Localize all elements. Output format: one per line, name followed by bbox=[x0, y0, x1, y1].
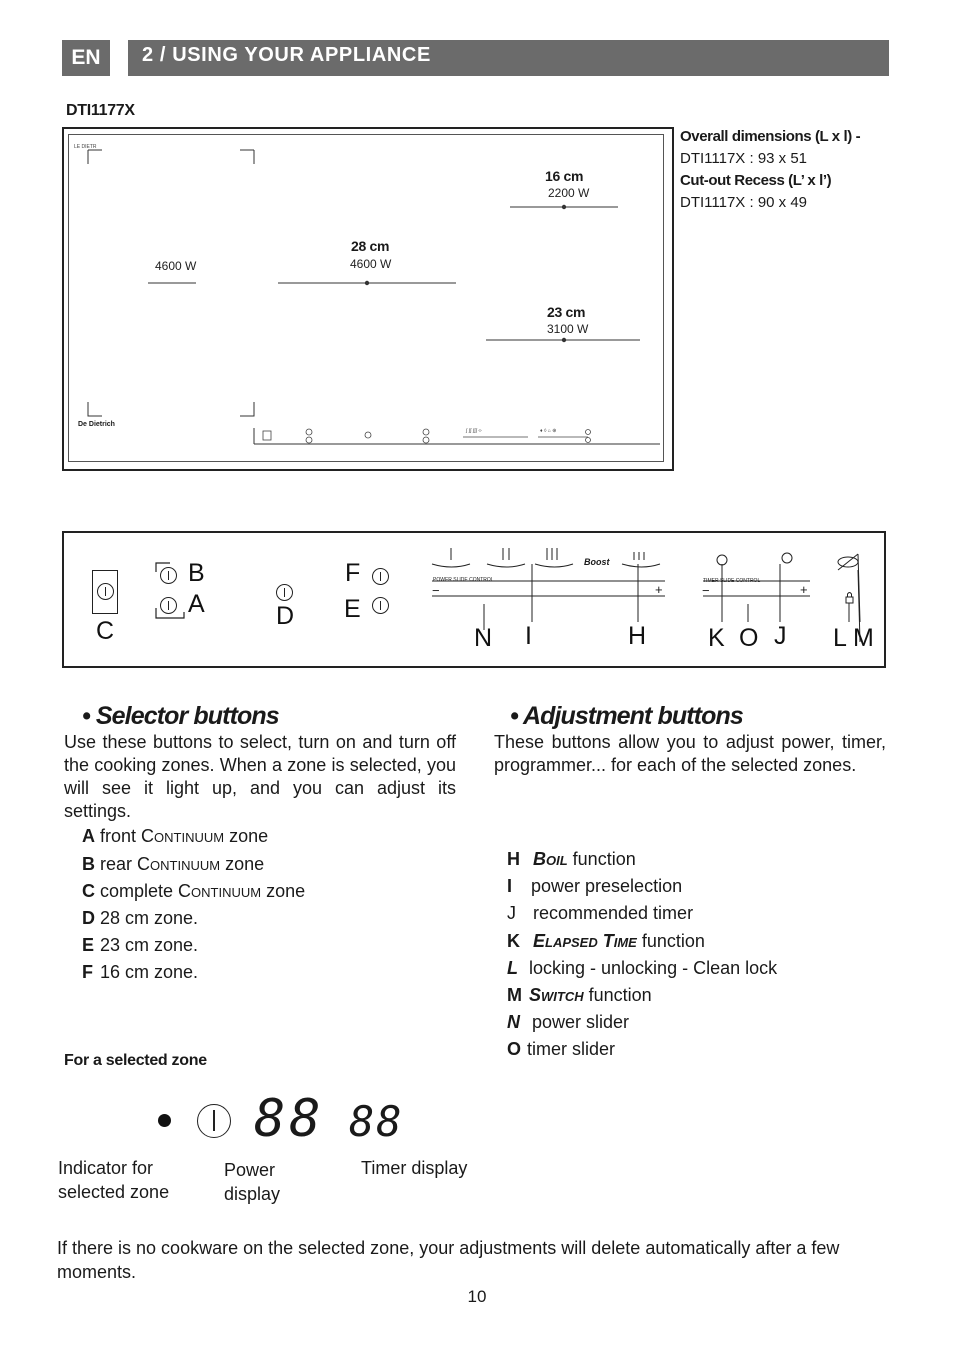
svg-text:♦ ◊ ⌂ ⊕: ♦ ◊ ⌂ ⊕ bbox=[540, 428, 557, 434]
page-number: 10 bbox=[467, 1287, 487, 1306]
adjustment-item-k: K Elapsed Time function bbox=[507, 931, 705, 951]
label-a: A bbox=[188, 590, 205, 618]
adjustment-item-i: I power preselection bbox=[507, 876, 683, 896]
label-i: I bbox=[525, 622, 532, 650]
power-plus[interactable]: + bbox=[655, 582, 663, 597]
adjustment-description: These buttons allow you to adjust power, timer, programmer... for each of the selected zones. bbox=[494, 732, 886, 775]
timer-slider-label: TIMER SLIDE CONTROL bbox=[703, 578, 761, 584]
adjustment-heading: • Adjustment buttons bbox=[510, 702, 743, 730]
svg-text:∫ ∫∫ ∫∫∫ ‹›: ∫ ∫∫ ∫∫∫ ‹› bbox=[466, 428, 482, 434]
selector-item-c: C complete Continuum zone bbox=[82, 881, 306, 901]
label-m: M bbox=[853, 624, 874, 652]
cutout-label: Cut-out Recess (L’ x l’) bbox=[680, 172, 832, 189]
adjustment-item-j: J recommended timer bbox=[507, 903, 694, 923]
left-zone-power: 4600 W bbox=[155, 259, 197, 273]
label-o: O bbox=[739, 624, 759, 652]
selector-description: Use these buttons to select, turn on and turn off the cooking zones. When a zone is selected, you will see it light up, and you can adjust its settings. bbox=[64, 732, 456, 821]
selected-zone-heading: For a selected zone bbox=[64, 1052, 207, 1069]
label-d: D bbox=[276, 602, 295, 630]
zone-28cm-button[interactable] bbox=[276, 584, 293, 601]
power-icon bbox=[197, 1104, 231, 1138]
top-right-zone-power: 2200 W bbox=[548, 186, 590, 200]
mid-zone-size: 28 cm bbox=[351, 238, 390, 254]
power-slider-label: POWER SLIDE CONTROL bbox=[433, 577, 494, 583]
label-k: K bbox=[708, 624, 725, 652]
label-f: F bbox=[345, 559, 361, 587]
overall-dimensions-label: Overall dimensions (L x l) - bbox=[680, 128, 861, 145]
timer-plus[interactable]: + bbox=[800, 582, 808, 597]
selector-item-d: D 28 cm zone. bbox=[82, 908, 199, 928]
model-label: DTI1177X bbox=[66, 102, 135, 119]
section-title: 2 / USING YOUR APPLIANCE bbox=[142, 44, 431, 66]
mid-zone-power: 4600 W bbox=[350, 257, 392, 271]
power-minus[interactable]: − bbox=[432, 583, 440, 598]
label-j: J bbox=[774, 622, 787, 650]
selector-heading: • Selector buttons bbox=[82, 702, 279, 730]
selector-item-f: F 16 cm zone. bbox=[82, 962, 199, 982]
adjustment-item-h: H Boil function bbox=[507, 849, 636, 869]
power-slider[interactable] bbox=[473, 585, 693, 615]
indicator-caption: Indicator for selected zone bbox=[58, 1158, 170, 1202]
label-b: B bbox=[188, 559, 205, 587]
selector-item-a: A front Continuum zone bbox=[82, 826, 269, 846]
zone-16cm-button[interactable] bbox=[372, 568, 389, 585]
boost-label: Boost bbox=[584, 557, 610, 567]
label-c: C bbox=[96, 617, 115, 645]
label-h: H bbox=[628, 622, 647, 650]
adjustment-item-n: N power slider bbox=[507, 1012, 630, 1032]
front-continuum-button[interactable] bbox=[160, 597, 177, 614]
rear-continuum-button[interactable] bbox=[160, 567, 177, 584]
language-badge: EN bbox=[62, 40, 110, 76]
cutout-value: DTI1117X : 90 x 49 bbox=[680, 194, 808, 211]
selector-item-b: B rear Continuum zone bbox=[82, 854, 265, 874]
selected-zone-indicator bbox=[158, 1114, 171, 1127]
timer-minus[interactable]: − bbox=[702, 583, 710, 598]
power-caption: Power display bbox=[224, 1160, 281, 1204]
power-icon bbox=[97, 583, 114, 600]
selector-item-e: E 23 cm zone. bbox=[82, 935, 199, 955]
adjustment-item-m: M Switch function bbox=[507, 985, 652, 1005]
brand-logo: De Dietrich bbox=[78, 421, 115, 428]
bottom-right-zone-power: 3100 W bbox=[547, 322, 589, 336]
bottom-right-zone-size: 23 cm bbox=[547, 304, 586, 320]
power-display: 88 bbox=[254, 1089, 325, 1149]
timer-caption: Timer display bbox=[361, 1158, 468, 1178]
label-n: N bbox=[474, 624, 493, 652]
svg-text:LE DIETR: LE DIETR bbox=[74, 144, 97, 150]
overall-dimensions-value: DTI1117X : 93 x 51 bbox=[680, 150, 808, 167]
label-l: L bbox=[833, 624, 847, 652]
dimensions-block bbox=[680, 126, 910, 214]
label-e: E bbox=[344, 595, 361, 623]
timer-display: 88 bbox=[349, 1097, 404, 1146]
timer-slider[interactable] bbox=[700, 585, 812, 615]
adjustment-item-l: L locking - unlocking - Clean lock bbox=[507, 958, 778, 978]
adjustment-item-o: O timer slider bbox=[507, 1039, 616, 1059]
top-right-zone-size: 16 cm bbox=[545, 168, 584, 184]
zone-23cm-button[interactable] bbox=[372, 597, 389, 614]
footnote: If there is no cookware on the selected zone, your adjustments will delete automatically after a few moments. bbox=[57, 1238, 840, 1282]
